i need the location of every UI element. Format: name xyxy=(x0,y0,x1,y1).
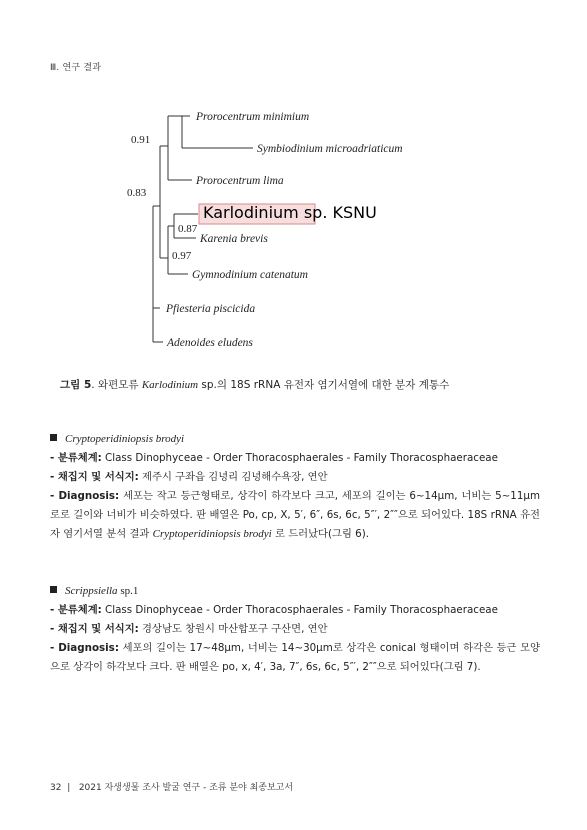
bootstrap-value: 0.97 xyxy=(172,250,192,262)
taxon-label-highlight: Karlodinium sp. KSNU xyxy=(203,203,377,222)
running-header: Ⅲ. 연구 결과 xyxy=(50,63,102,73)
square-bullet-icon xyxy=(50,434,57,441)
habitat-line: - 채집지 및 서식지: 제주시 구좌읍 김녕리 김녕해수욕장, 연안 xyxy=(50,471,328,483)
bootstrap-value: 0.91 xyxy=(131,134,151,146)
diagnosis-paragraph: - Diagnosis: 세포의 길이는 17∼48μm, 너비는 14∼30μm로 상각은 conical 형태이며 하각은 등근 모양으로 상각이 하각보다 크다. 판 배열은 po, x, 4′, 3a, 7″, 6s, 6c, 5″′, 2″″으로 되어있다(그림 7). xyxy=(50,642,540,673)
section-title: Scrippsiella sp.1 xyxy=(50,582,540,601)
caption-species: Karlodinium xyxy=(141,379,199,391)
taxon-label: Prorocentrum lima xyxy=(196,175,284,187)
taxon-label: Pfiesteria piscicida xyxy=(166,303,256,315)
taxon-label: Adenoides eludens xyxy=(167,337,253,349)
classification-line: - 분류체계: Class Dinophyceae - Order Thoracosphaerales - Family Thoracosphaeraceae xyxy=(50,604,498,616)
bootstrap-value: 0.83 xyxy=(127,187,147,199)
page-footer xyxy=(50,780,293,793)
report-title: 2021 자생생물 조사 발굴 연구 - 조류 분야 최종보고서 xyxy=(78,783,294,793)
species-section-scrippsiella xyxy=(50,582,540,677)
taxon-label: Prorocentrum minimium xyxy=(196,111,310,123)
page-number: 32 xyxy=(50,783,62,793)
species-section-cryptoperidiniopsis xyxy=(50,430,540,544)
bootstrap-value: 0.87 xyxy=(178,223,198,235)
figure-caption: 그림 5. 와편모류 Karlodinium sp.의 18S rRNA 유전자 염기서열에 대한 분자 계통수 xyxy=(60,379,450,391)
taxon-label: Gymnodinium catenatum xyxy=(192,269,308,281)
diagnosis-paragraph: - Diagnosis: 세포는 작고 등근형태로, 상각이 하각보다 크고, 세포의 길이는 6∼14μm, 너비는 5∼11μm로로 길이와 너비가 비슷하였다. 판 배열은 Po, cp, X, 5′, 6″, 6s, 6c, 5″′, 2″″으로 되어있다. 18S rRNA 유전자 염기서열 분석 결과 Cryptoperidiniopsis brodyi 로 드러났다(그림 6). xyxy=(50,490,540,540)
classification-line: - 분류체계: Class Dinophyceae - Order Thoracosphaerales - Family Thoracosphaeraceae xyxy=(50,452,498,464)
taxon-label: Symbiodinium microadriaticum xyxy=(257,143,403,155)
footer-separator: | xyxy=(67,783,71,793)
square-bullet-icon xyxy=(50,586,57,593)
figure-label: 그림 5 xyxy=(60,379,92,391)
habitat-line: - 채집지 및 서식지: 경상남도 창원시 마산합포구 구산면, 연안 xyxy=(50,623,328,635)
phylogenetic-tree xyxy=(118,96,458,356)
taxon-label: Karenia brevis xyxy=(200,233,268,245)
section-title: Cryptoperidiniopsis brodyi xyxy=(50,430,540,449)
